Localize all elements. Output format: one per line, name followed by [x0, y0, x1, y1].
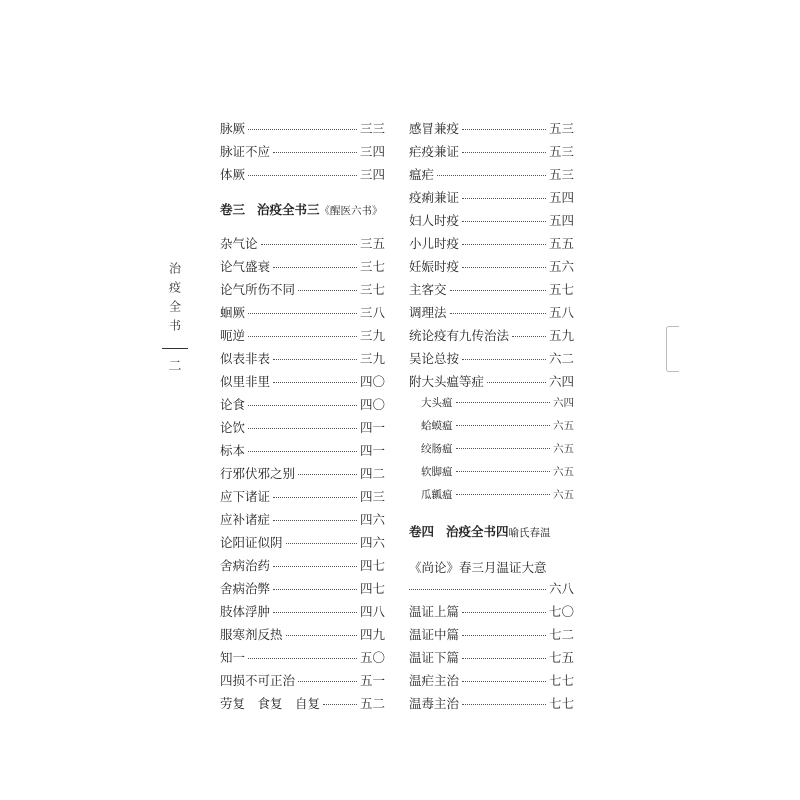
leader-dots — [409, 589, 546, 590]
toc-entry-title: 应补诸症 — [220, 512, 271, 527]
leader-dots — [298, 681, 357, 682]
toc-entry-page: 五七 — [548, 282, 574, 297]
toc-entry[interactable] — [220, 579, 385, 602]
toc-entry-title: 软脚瘟 — [421, 466, 453, 478]
toc-sub-entry[interactable] — [409, 487, 574, 510]
toc-entry[interactable] — [220, 510, 385, 533]
toc-entry[interactable] — [409, 142, 574, 165]
page-number: 二 — [168, 359, 182, 374]
leader-dots — [462, 152, 546, 153]
toc-entry[interactable] — [409, 119, 574, 142]
toc-entry-title: 妊娠时疫 — [409, 259, 460, 274]
toc-entry[interactable] — [220, 326, 385, 349]
toc-entry-page: 七〇 — [548, 604, 574, 619]
toc-entry-page: 三八 — [359, 305, 385, 320]
toc-entry-page: 六四 — [548, 374, 574, 389]
toc-entry-title: 似表非表 — [220, 351, 271, 366]
toc-entry[interactable] — [409, 165, 574, 188]
toc-entry[interactable] — [409, 671, 574, 694]
toc-entry-page: 四〇 — [359, 374, 385, 389]
book-title: 治疫全书 — [167, 262, 182, 338]
leader-dots — [456, 471, 551, 472]
volume-label: 卷三 — [220, 202, 246, 217]
toc-entry-title: 劳复 食复 自复 — [220, 696, 321, 711]
leader-dots — [248, 428, 357, 429]
toc-entry[interactable] — [220, 280, 385, 303]
toc-entry-title: 似里非里 — [220, 374, 271, 389]
toc-entry[interactable] — [220, 165, 385, 188]
toc-entry[interactable] — [220, 602, 385, 625]
toc-entry-title: 瓜瓤瘟 — [421, 489, 453, 501]
leader-dots — [456, 448, 551, 449]
volume-label: 卷四 — [409, 524, 435, 539]
toc-entry[interactable] — [409, 648, 574, 671]
toc-entry[interactable] — [220, 234, 385, 257]
leader-dots — [273, 267, 357, 268]
toc-entry-page: 三九 — [359, 351, 385, 366]
leader-dots — [456, 494, 551, 495]
toc-entry-title: 温证下篇 — [409, 650, 460, 665]
leader-dots — [286, 543, 357, 544]
toc-entry[interactable] — [220, 694, 385, 717]
leader-dots — [462, 658, 546, 659]
toc-entry-page: 三三 — [359, 121, 385, 136]
leader-dots — [456, 425, 551, 426]
toc-sub-entry[interactable] — [409, 395, 574, 418]
toc-entry-page: 七二 — [548, 627, 574, 642]
toc-entry[interactable] — [220, 142, 385, 165]
toc-entry[interactable] — [220, 119, 385, 142]
toc-entry-page: 四九 — [359, 627, 385, 642]
toc-entry-page: 五三 — [548, 167, 574, 182]
toc-entry[interactable] — [220, 625, 385, 648]
toc-entry-title: 行邪伏邪之别 — [220, 466, 296, 481]
spacer — [220, 223, 385, 234]
toc-entry-page: 五九 — [548, 328, 574, 343]
leader-dots — [487, 382, 546, 383]
toc-entry-page: 四三 — [359, 489, 385, 504]
leader-dots — [248, 175, 357, 176]
toc-entry-title: 吴论总按 — [409, 351, 460, 366]
volume-source: 《醒医六书》 — [319, 205, 383, 217]
toc-entry-title: 杂气论 — [220, 236, 258, 251]
leader-dots — [248, 313, 357, 314]
toc-entry-page: 五二 — [359, 696, 385, 711]
toc-entry-page: 四二 — [359, 466, 385, 481]
toc-entry-page: 三七 — [359, 259, 385, 274]
toc-entry-page: 三五 — [359, 236, 385, 251]
toc-entry-title: 论食 — [220, 397, 246, 412]
leader-dots — [273, 359, 357, 360]
page-tab-marker — [666, 326, 679, 372]
toc-entry-page: 五三 — [548, 144, 574, 159]
leader-dots — [273, 612, 357, 613]
toc-entry[interactable] — [220, 556, 385, 579]
volume-name: 治疫全书四 — [446, 524, 509, 539]
leader-dots — [248, 129, 357, 130]
toc-entry-title: 温毒主治 — [409, 696, 460, 711]
toc-entry-page: 四六 — [359, 535, 385, 550]
toc-sub-entry[interactable] — [409, 464, 574, 487]
toc-entry-title: 肢体浮肿 — [220, 604, 271, 619]
running-header — [162, 262, 188, 374]
toc-entry[interactable] — [220, 533, 385, 556]
toc-entry-title: 统论疫有九传治法 — [409, 328, 510, 343]
leader-dots — [456, 402, 551, 403]
toc-entry-page: 七七 — [548, 673, 574, 688]
toc-entry-page: 五五 — [548, 236, 574, 251]
leader-dots — [248, 336, 357, 337]
toc-entry[interactable] — [409, 625, 574, 648]
toc-entry-page: 六二 — [548, 351, 574, 366]
toc-entry[interactable] — [220, 395, 385, 418]
toc-entry-title: 呃逆 — [220, 328, 246, 343]
toc-sub-entry[interactable] — [409, 418, 574, 441]
toc-entry[interactable] — [409, 211, 574, 234]
toc-entry[interactable] — [409, 694, 574, 717]
toc-entry-page: 五四 — [548, 190, 574, 205]
header-rule — [162, 348, 188, 349]
leader-dots — [248, 658, 357, 659]
toc-entry-page: 四一 — [359, 420, 385, 435]
toc-entry-title: 绞肠瘟 — [421, 443, 453, 455]
spacer — [220, 188, 385, 200]
toc-entry-page: 六四 — [553, 397, 574, 409]
toc-entry-long-page[interactable] — [409, 579, 574, 602]
toc-entry[interactable] — [409, 280, 574, 303]
leader-dots — [273, 589, 357, 590]
volume-source: 喻氏春温 — [508, 527, 551, 539]
toc-entry[interactable] — [220, 671, 385, 694]
toc-entry[interactable] — [409, 602, 574, 625]
volume-heading-3 — [220, 200, 385, 223]
toc-entry[interactable] — [220, 487, 385, 510]
leader-dots — [273, 566, 357, 567]
toc-entry-title: 妇人时疫 — [409, 213, 460, 228]
toc-entry-title: 脉证不应 — [220, 144, 271, 159]
leader-dots — [273, 152, 357, 153]
toc-entry[interactable] — [220, 257, 385, 280]
left-main-entries — [220, 234, 385, 717]
toc-sub-entry[interactable] — [409, 441, 574, 464]
toc-entry-page: 六八 — [548, 581, 574, 596]
leader-dots — [462, 612, 546, 613]
toc-entry[interactable] — [220, 372, 385, 395]
toc-entry[interactable] — [409, 372, 574, 395]
leader-dots — [512, 336, 546, 337]
toc-entry-page: 三九 — [359, 328, 385, 343]
toc-entry-title: 疫痢兼证 — [409, 190, 460, 205]
toc-entry-page: 六五 — [553, 466, 574, 478]
toc-right-column — [409, 119, 574, 717]
toc-entry-page: 五一 — [359, 673, 385, 688]
toc-entry-title: 疟疫兼证 — [409, 144, 460, 159]
toc-entry-page: 五〇 — [359, 650, 385, 665]
toc-entry-page: 三四 — [359, 144, 385, 159]
leader-dots — [437, 175, 546, 176]
toc-entry-title: 论饮 — [220, 420, 246, 435]
leader-dots — [248, 405, 357, 406]
toc-entry-title: 蛤蟆瘟 — [421, 420, 453, 432]
toc-entry-title: 调理法 — [409, 305, 447, 320]
toc-entry-title: 温证中篇 — [409, 627, 460, 642]
toc-entry[interactable] — [220, 349, 385, 372]
toc-entry-title: 服寒剂反热 — [220, 627, 283, 642]
toc-entry-page: 三七 — [359, 282, 385, 297]
left-top-entries — [220, 119, 385, 188]
toc-entry[interactable] — [409, 303, 574, 326]
toc-entry[interactable] — [220, 303, 385, 326]
leader-dots — [462, 359, 546, 360]
leader-dots — [462, 635, 546, 636]
toc-entry[interactable] — [409, 188, 574, 211]
toc-entry-page: 四八 — [359, 604, 385, 619]
toc-entry-title: 应下诸证 — [220, 489, 271, 504]
toc-entry-title: 四损不可正治 — [220, 673, 296, 688]
toc-entry-title: 脉厥 — [220, 121, 246, 136]
leader-dots — [450, 313, 546, 314]
toc-entry[interactable] — [409, 326, 574, 349]
toc-entry-title: 标本 — [220, 443, 246, 458]
leader-dots — [286, 635, 357, 636]
toc-entry-title: 知一 — [220, 650, 246, 665]
toc-entry-title: 瘟疟 — [409, 167, 435, 182]
toc-entry[interactable] — [409, 349, 574, 372]
toc-entry-title: 体厥 — [220, 167, 246, 182]
leader-dots — [248, 451, 357, 452]
toc-entry-title: 感冒兼疫 — [409, 121, 460, 136]
toc-entry-page: 五六 — [548, 259, 574, 274]
toc-entry[interactable] — [220, 648, 385, 671]
leader-dots — [462, 267, 546, 268]
leader-dots — [273, 382, 357, 383]
toc-entry-title: 舍病治弊 — [220, 581, 271, 596]
toc-entry-page: 四一 — [359, 443, 385, 458]
leader-dots — [298, 474, 357, 475]
toc-entry-title: 温疟主治 — [409, 673, 460, 688]
leader-dots — [462, 221, 546, 222]
leader-dots — [462, 198, 546, 199]
toc-entry-title: 论气盛衰 — [220, 259, 271, 274]
toc-entry-title: 论阳证似阴 — [220, 535, 283, 550]
toc-entry-title: 小儿时疫 — [409, 236, 460, 251]
toc-entry[interactable] — [220, 418, 385, 441]
toc-entry-title: 大头瘟 — [421, 397, 453, 409]
toc-entry-page: 七五 — [548, 650, 574, 665]
toc-entry-page: 四七 — [359, 581, 385, 596]
toc-entry-title: 蛔厥 — [220, 305, 246, 320]
right-top-entries — [409, 119, 574, 395]
leader-dots — [462, 244, 546, 245]
spacer — [409, 545, 574, 556]
toc-entry-page: 六五 — [553, 489, 574, 501]
toc-entry-page: 七七 — [548, 696, 574, 711]
toc-entry-page: 四七 — [359, 558, 385, 573]
toc-entry-title: 附大头瘟等症 — [409, 374, 485, 389]
right-main-entries — [409, 602, 574, 717]
leader-dots — [273, 497, 357, 498]
toc-entry[interactable] — [220, 464, 385, 487]
leader-dots — [298, 290, 357, 291]
toc-entry-page: 三四 — [359, 167, 385, 182]
toc-entry-page: 五三 — [548, 121, 574, 136]
volume-name: 治疫全书三 — [257, 202, 320, 217]
toc-entry-title: 温证上篇 — [409, 604, 460, 619]
toc-left-column — [220, 119, 385, 717]
right-sub-entries — [409, 395, 574, 510]
leader-dots — [462, 129, 546, 130]
leader-dots — [462, 704, 546, 705]
toc-entry-title: 论气所伤不同 — [220, 282, 296, 297]
volume-heading-4 — [409, 522, 574, 545]
toc-entry[interactable] — [220, 441, 385, 464]
toc-entry-title-long: 《尚论》春三月温证大意 — [409, 560, 547, 575]
leader-dots — [323, 704, 357, 705]
toc-entry-page: 五四 — [548, 213, 574, 228]
toc-entry-page: 六五 — [553, 443, 574, 455]
leader-dots — [261, 244, 357, 245]
toc-entry-page: 四〇 — [359, 397, 385, 412]
toc-entry[interactable] — [409, 234, 574, 257]
spacer — [409, 510, 574, 522]
toc-entry-title: 舍病治药 — [220, 558, 271, 573]
toc-entry-page: 五八 — [548, 305, 574, 320]
leader-dots — [450, 290, 546, 291]
leader-dots — [273, 520, 357, 521]
leader-dots — [462, 681, 546, 682]
toc-entry[interactable] — [409, 257, 574, 280]
toc-entry-page: 六五 — [553, 420, 574, 432]
toc-entry-page: 四六 — [359, 512, 385, 527]
toc-entry-title: 主客交 — [409, 282, 447, 297]
